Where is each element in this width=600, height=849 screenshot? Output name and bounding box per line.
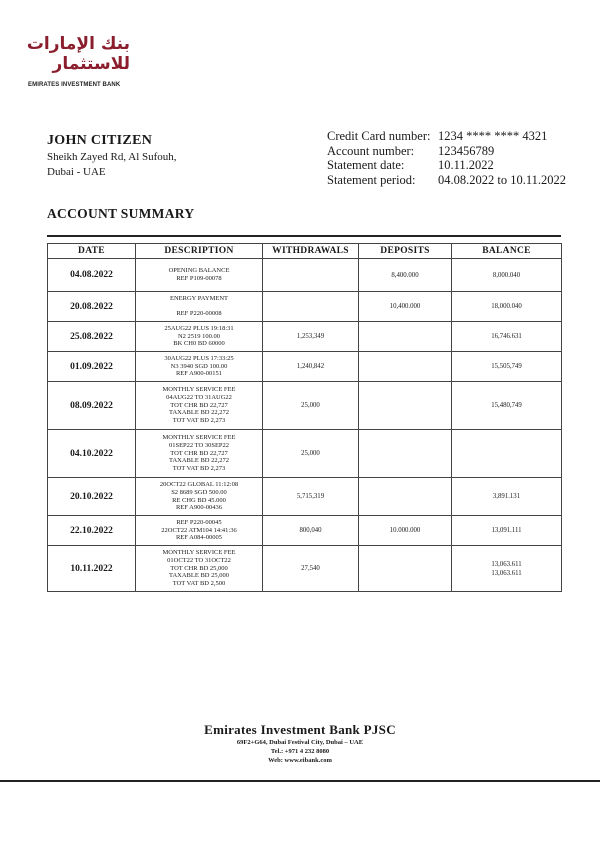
description-line: ENERGY PAYMENT (170, 294, 228, 302)
footer (0, 722, 600, 765)
row-date: 01.09.2022 (48, 352, 136, 382)
statement-info-row (327, 158, 566, 173)
customer-address-line2: Dubai - UAE (47, 166, 106, 178)
row-date: 04.08.2022 (48, 259, 136, 292)
balance-value: 16,746.631 (491, 333, 522, 340)
row-deposit (359, 322, 452, 352)
description-line: TOT CHR BD 25,000 (170, 564, 228, 572)
row-deposit (359, 352, 452, 382)
row-withdrawal: 800,040 (263, 516, 359, 546)
row-deposit (359, 382, 452, 430)
table-row (48, 478, 562, 516)
balance-value: 15,505,749 (491, 363, 522, 370)
table-row (48, 430, 562, 478)
description-line: 25AUG22 PLUS 19:18:31 (164, 324, 234, 332)
row-balance (452, 516, 562, 546)
customer-address-line1: Sheikh Zayed Rd, Al Sufouh, (47, 151, 177, 163)
credit-card-label: Credit Card number: (327, 129, 431, 143)
logo-arabic-line1: بنك الإمارات (26, 34, 130, 54)
table-row (48, 292, 562, 322)
statement-date-value: 10.11.2022 (438, 158, 494, 172)
row-description (136, 430, 263, 478)
table-row (48, 322, 562, 352)
statement-date-label: Statement date: (327, 158, 405, 172)
logo-arabic-wordmark (26, 34, 130, 78)
header-date: DATE (48, 244, 136, 259)
row-description (136, 382, 263, 430)
description-line: TAXABLE BD 22,272 (169, 457, 229, 465)
table-header-row (48, 244, 562, 259)
row-deposit: 8,400.000 (359, 259, 452, 292)
balance-value: 15,480,749 (491, 402, 522, 409)
description-line: 01OCT22 TO 31OCT22 (167, 556, 231, 564)
description-line: BK CH0 BD 60000 (173, 340, 225, 348)
header-deposits: DEPOSITS (359, 244, 452, 259)
row-withdrawal: 5,715,319 (263, 478, 359, 516)
statement-info-row (327, 129, 566, 144)
row-date: 04.10.2022 (48, 430, 136, 478)
logo-arabic-line2: للاستثمار (52, 54, 130, 74)
row-deposit: 10,400.000 (359, 292, 452, 322)
statement-period-value: 04.08.2022 to 10.11.2022 (438, 172, 567, 187)
table-row (48, 352, 562, 382)
row-date: 25.08.2022 (48, 322, 136, 352)
description-line: TOT CHR BD 22,727 (170, 401, 228, 409)
row-withdrawal: 1,240,842 (263, 352, 359, 382)
row-date: 22.10.2022 (48, 516, 136, 546)
table-row (48, 516, 562, 546)
footer-divider (0, 780, 600, 782)
description-line: TOT VAT BD 2,500 (172, 580, 226, 588)
statement-info-row (327, 144, 566, 159)
row-description (136, 478, 263, 516)
row-description (136, 322, 263, 352)
balance-value: 13,091.111 (491, 527, 522, 534)
description-line: 22OCT22 ATM104 14:41:36 (161, 526, 237, 534)
description-line: S2 8689 SGD 500.00 (171, 488, 227, 496)
header-description: DESCRIPTION (136, 244, 263, 259)
description-line: 30AUG22 PLUS 17:33:25 (164, 354, 234, 362)
row-withdrawal: 27,540 (263, 546, 359, 592)
description-line: 01SEP22 TO 30SEP22 (168, 441, 230, 449)
row-balance (452, 352, 562, 382)
statement-info-row (327, 173, 566, 188)
description-line (136, 303, 262, 311)
description-line: REF A900-00151 (175, 370, 223, 378)
description-line: TAXABLE BD 25,000 (169, 572, 229, 580)
row-date: 20.10.2022 (48, 478, 136, 516)
balance-value: 3,891.131 (492, 493, 521, 500)
table-row (48, 259, 562, 292)
footer-phone: Tel.: +971 4 232 8080 (270, 748, 330, 755)
row-deposit (359, 430, 452, 478)
description-line: REF P220-00045 (176, 518, 222, 526)
row-description (136, 516, 263, 546)
description-line: REF P109-00078 (176, 275, 222, 282)
row-description (136, 259, 263, 292)
account-number-value: 123456789 (438, 143, 495, 158)
row-balance (452, 430, 562, 478)
row-balance (452, 546, 562, 592)
row-balance (452, 322, 562, 352)
row-description (136, 292, 263, 322)
row-withdrawal: 1,253,349 (263, 322, 359, 352)
footer-address: 69F2+G64, Dubai Festival City, Dubai – UAE (236, 739, 364, 746)
row-date: 20.08.2022 (48, 292, 136, 322)
balance-value: 18,000.040 (491, 303, 522, 310)
description-line: TOT VAT BD 2,273 (172, 465, 226, 473)
account-summary-table (47, 243, 562, 592)
description-line: RE CHG BD 45.000 (172, 496, 226, 504)
row-balance (452, 292, 562, 322)
row-date: 08.09.2022 (48, 382, 136, 430)
footer-web: Web: www.eibank.com (268, 757, 332, 764)
row-description (136, 546, 263, 592)
balance-value: 13,063.611 (491, 569, 522, 577)
description-line: MONTHLY SERVICE FEE (162, 386, 236, 393)
table-row (48, 546, 562, 592)
footer-bank-name: Emirates Investment Bank PJSC (204, 722, 396, 737)
description-line: TOT VAT BD 2,273 (172, 417, 226, 425)
balance-value: 8,000.040 (492, 271, 521, 279)
section-title: ACCOUNT SUMMARY (47, 206, 195, 221)
row-deposit (359, 546, 452, 592)
table-row (48, 382, 562, 430)
row-balance (452, 478, 562, 516)
customer-block (47, 133, 177, 179)
description-line: REF P220-00008 (176, 310, 222, 318)
logo-english-wordmark: EMIRATES INVESTMENT BANK (28, 82, 121, 88)
description-line: N3 3940 SGD 100.00 (170, 362, 228, 370)
row-withdrawal: 25,000 (263, 382, 359, 430)
table-body (48, 259, 562, 592)
row-date: 10.11.2022 (48, 546, 136, 592)
header-balance: BALANCE (452, 244, 562, 259)
description-line: 20OCT22 GLOBAL 11:12:08 (159, 480, 239, 488)
row-withdrawal (263, 259, 359, 292)
row-deposit (359, 478, 452, 516)
row-withdrawal: 25,000 (263, 430, 359, 478)
description-line: MONTHLY SERVICE FEE (162, 549, 236, 556)
row-withdrawal (263, 292, 359, 322)
description-line: OPENING BALANCE (168, 267, 230, 275)
row-deposit: 10.000.000 (359, 516, 452, 546)
description-line: TOT CHR BD 22,727 (170, 449, 228, 457)
balance-value: 13,063.611 (491, 560, 522, 568)
description-line: REF A900-00436 (175, 504, 223, 512)
section-divider (47, 235, 561, 237)
description-line: MONTHLY SERVICE FEE (162, 434, 236, 441)
row-description (136, 352, 263, 382)
description-line: TAXABLE BD 22,272 (169, 409, 229, 417)
account-number-label: Account number: (327, 143, 415, 158)
row-balance (452, 382, 562, 430)
statement-period-label: Statement period: (327, 172, 416, 187)
statement-info (327, 129, 566, 187)
description-line: REF A084-00005 (175, 534, 223, 542)
credit-card-value: 1234 **** **** 4321 (438, 129, 548, 143)
customer-name: JOHN CITIZEN (47, 133, 153, 148)
row-balance (452, 259, 562, 292)
description-line: 04AUG22 TO 31AUG22 (166, 393, 232, 401)
bank-logo (28, 34, 158, 96)
description-line: N2 2519 100.00 (177, 332, 221, 340)
header-withdrawals: WITHDRAWALS (263, 244, 359, 259)
